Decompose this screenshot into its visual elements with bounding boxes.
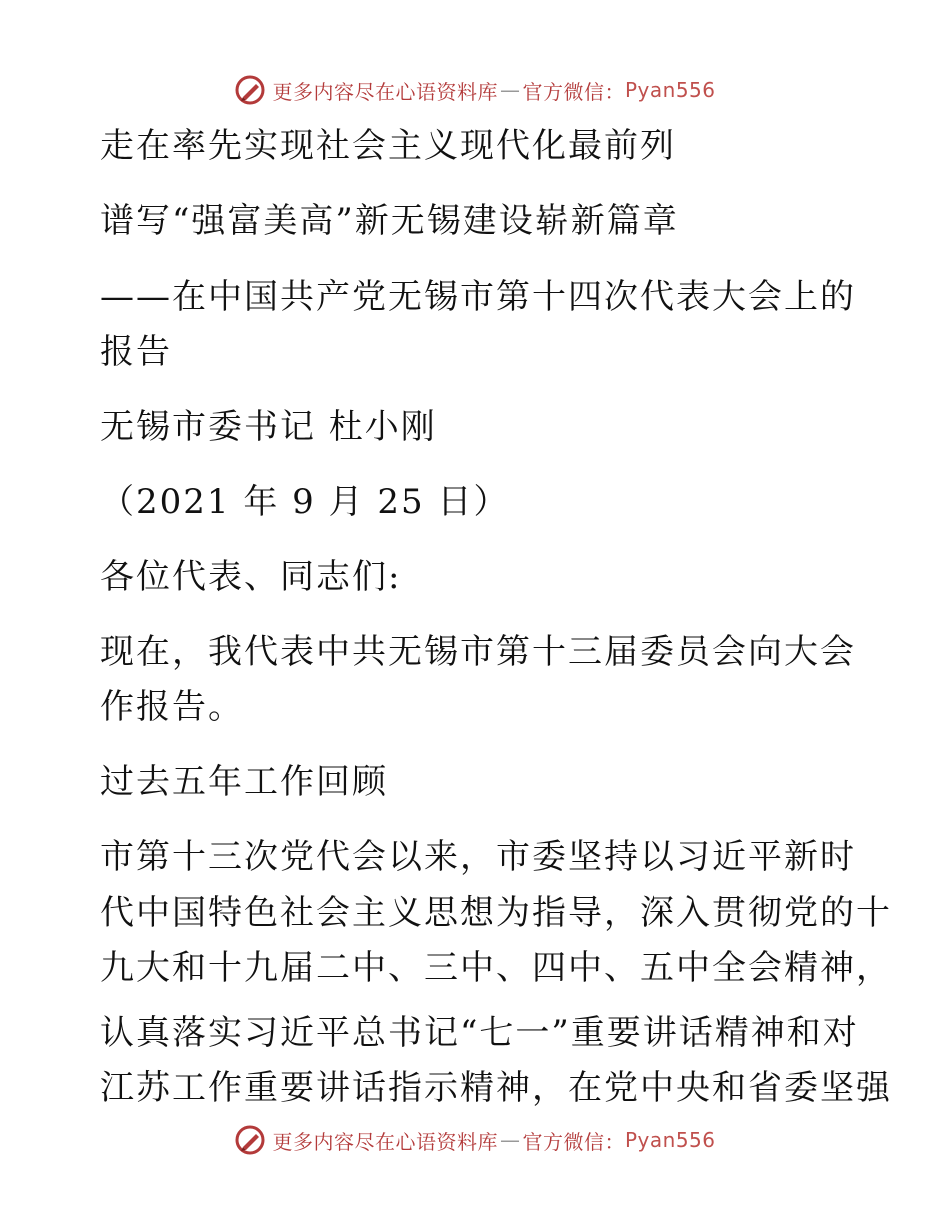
footer-banner [0,1120,950,1160]
banner-wechat-label: 官方微信： [522,79,625,104]
paragraph-line: 江苏工作重要讲话指示精神，在党中央和省委坚强 [100,1068,892,1108]
paragraph-line: 现在，我代表中共无锡市第十三届委员会向大会 [100,632,856,672]
author-line: 无锡市委书记 杜小刚 [100,407,437,447]
section-heading: 过去五年工作回顾 [100,762,388,802]
date-line: （2021 年 9 月 25 日） [100,482,510,522]
salutation-line: 各位代表、同志们: [100,557,402,597]
paragraph-line: 代中国特色社会主义思想为指导，深入贯彻党的十 [100,893,892,933]
header-banner [0,70,950,110]
banner-wechat-id: Pyan556 [624,78,716,102]
paragraph-line: 作报告。 [100,687,244,727]
title-line-2: 谱写“强富美高”新无锡建设崭新篇章 [100,201,679,241]
banner-dash: — [499,1128,521,1152]
banner-wechat-label: 官方微信： [522,1129,625,1154]
subtitle-line-2: 报告 [100,332,172,372]
paragraph-line: 认真落实习近平总书记“七一”重要讲话精神和对 [100,1013,859,1053]
subtitle-line-1: ——在中国共产党无锡市第十四次代表大会上的 [100,277,856,317]
banner-dash: — [499,78,521,102]
banner-text: 更多内容尽在心语资料库 [272,79,498,104]
pen-logo-icon [234,74,266,106]
title-line-1: 走在率先实现社会主义现代化最前列 [100,126,676,166]
paragraph-line: 市第十三次党代会以来，市委坚持以习近平新时 [100,837,856,877]
pen-logo-icon [234,1124,266,1156]
banner-text: 更多内容尽在心语资料库 [272,1129,498,1154]
paragraph-line: 九大和十九届二中、三中、四中、五中全会精神， [100,948,892,988]
banner-wechat-id: Pyan556 [624,1128,716,1152]
